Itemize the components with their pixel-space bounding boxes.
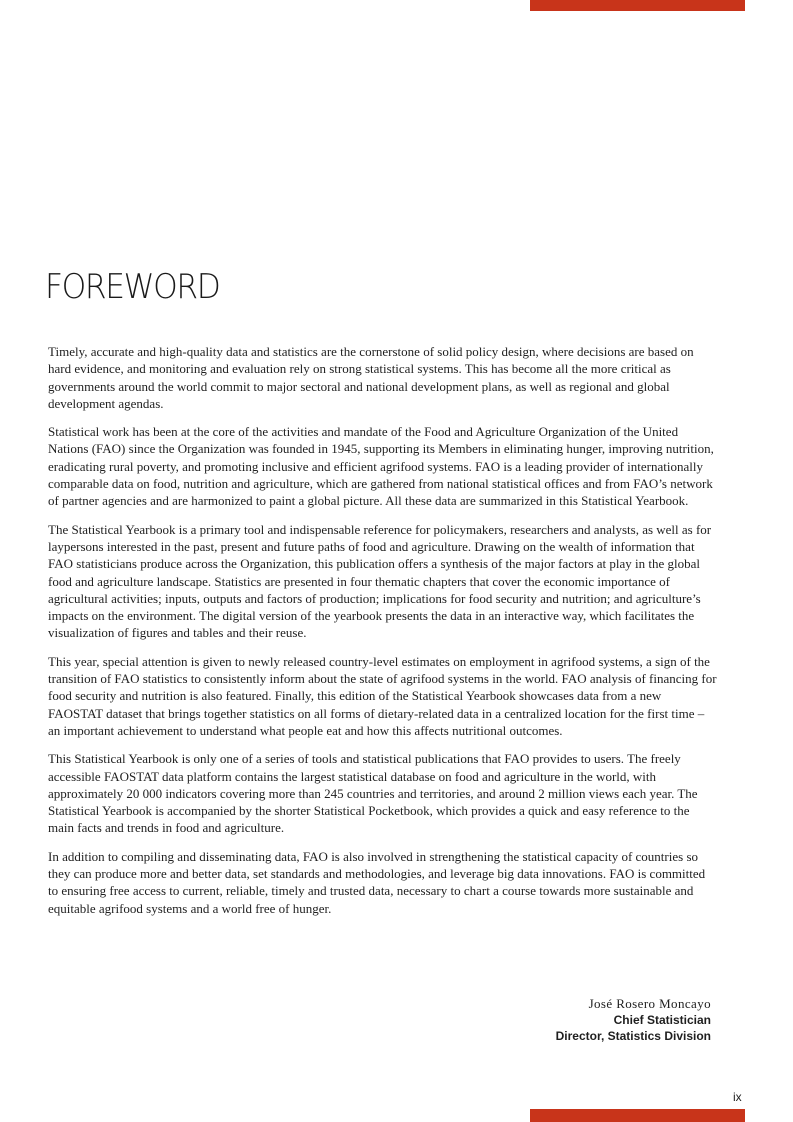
- foreword-body: [48, 343, 718, 928]
- bottom-accent-bar: [530, 1109, 745, 1122]
- page-title: FOREWORD: [45, 267, 220, 307]
- paragraph-3: The Statistical Yearbook is a primary tool and indispensable reference for policymakers, researchers and analysts, as well as for laypersons interested in the past, present and future paths of food and agriculture. Drawing on the wealth of information that FAO statisticians produce across the Organization, this publication offers a synthesis of the major factors at play in the global food and agriculture landscape. Statistics are presented in four thematic chapters that cover the economic importance of agricultural activities; inputs, outputs and factors of production; implications for food security and nutrition; and agriculture’s impacts on the environment. The digital version of the yearbook presents the data in an interactive way, which facilitates the visualization of figures and tables and their reuse.: [48, 521, 712, 641]
- paragraph-2: Statistical work has been at the core of the activities and mandate of the Food and Agriculture Organization of the United Nations (FAO) since the Organization was founded in 1945, supporting its Members in eliminating hunger, improving nutrition, eradicating rural poverty, and promoting inclusive and efficient agrifood systems. FAO is a leading provider of internationally comparable data on food, nutrition and agriculture, which are gathered from national statistical offices and from FAO’s network of partner agencies and are harmonized to paint a global picture. All these data are summarized in this Statistical Yearbook.: [48, 424, 714, 509]
- paragraph-1: Timely, accurate and high-quality data and statistics are the cornerstone of solid policy design, where decisions are based on hard evidence, and monitoring and evaluation rely on strong statistical systems. This has become all the more critical as governments around the world commit to major sectoral and national development plans, as well as regional and global development agendas.: [48, 344, 694, 411]
- page-number: ix: [733, 1090, 742, 1104]
- paragraph-6: In addition to compiling and disseminating data, FAO is also involved in strengthening the statistical capacity of countries so they can produce more and better data, set standards and methodologies, and leverage big data innovations. FAO is committed to ensuring free access to current, reliable, timely and trusted data, necessary to chart a course towards more sustainable and equitable agrifood systems and a world free of hunger.: [48, 848, 706, 916]
- signatory-name: José Rosero Moncayo: [588, 996, 711, 1011]
- paragraph-4: This year, special attention is given to newly released country-level estimates on employment in agrifood systems, a sign of the transition of FAO statistics to consistently inform about the state of agrifood systems in the world. FAO analysis of financing for food security and nutrition is also featured. Finally, this edition of the Statistical Yearbook showcases data from a new FAOSTAT dataset that brings together statistics on all forms of dietary-related data in a centralized location for the first time – an important achievement to understand what people eat and how this affects nutritional outcomes.: [48, 653, 717, 738]
- signature-block: [556, 996, 711, 1044]
- signatory-role: Chief Statistician: [613, 1013, 711, 1027]
- paragraph-5: This Statistical Yearbook is only one of a series of tools and statistical publications that FAO provides to users. The freely accessible FAOSTAT data platform contains the largest statistical database on food and agriculture in the world, with approximately 20 000 indicators covering more than 245 countries and territories, and around 2 million views each year. The Statistical Yearbook is accompanied by the shorter Statistical Pocketbook, which provides a quick and easy reference to the main facts and trends in food and agriculture.: [48, 751, 698, 836]
- signatory-division: Director, Statistics Division: [555, 1029, 711, 1043]
- top-accent-bar: [530, 0, 745, 11]
